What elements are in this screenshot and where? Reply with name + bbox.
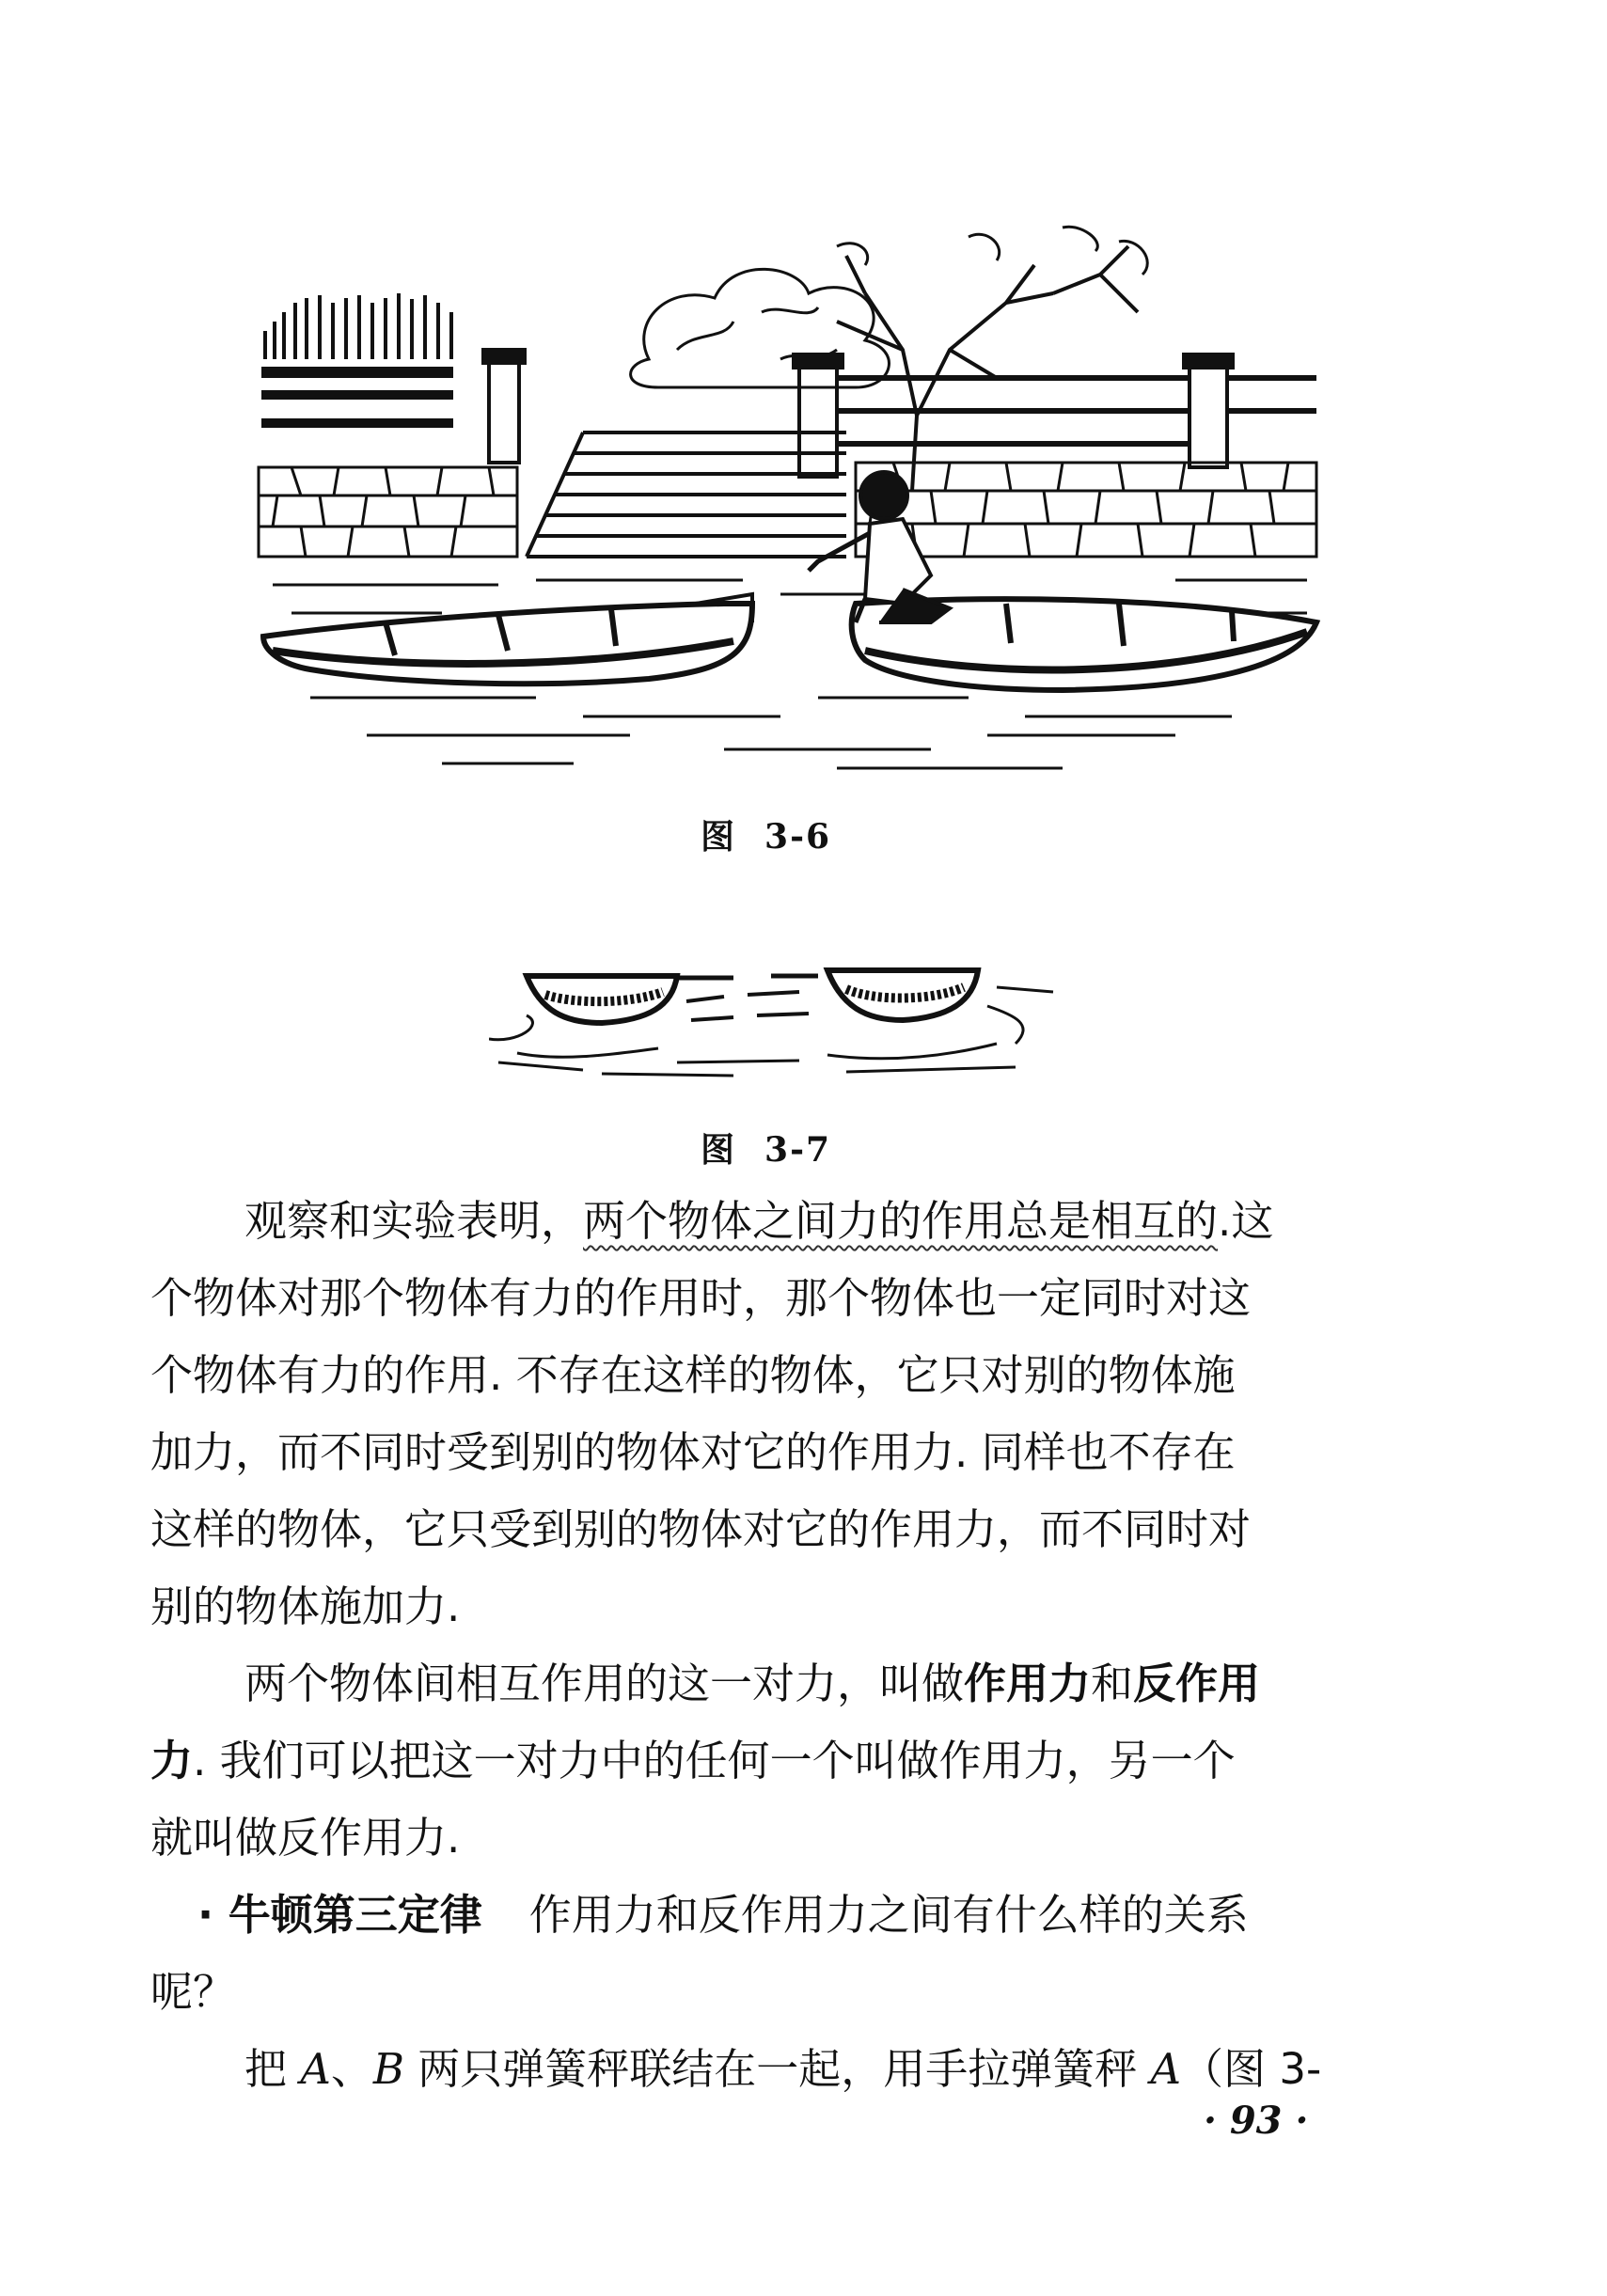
paragraph-1-line-3: 个物体有力的作用. 不存在这样的物体，它只对别的物体施 (150, 1350, 1236, 1400)
text: . 我们可以把这一对力中的任何一个叫做作用力，另一个 (193, 1736, 1236, 1785)
paragraph-1-line-6: 别的物体施加力. (150, 1581, 461, 1631)
figure-3-7-caption (701, 1124, 831, 1172)
term-reaction-force-end: 力 (150, 1736, 194, 1785)
section-heading-line (150, 1877, 1392, 1954)
section-heading: · 牛顿第三定律 (197, 1890, 482, 1940)
scale-a: A (300, 2044, 331, 2094)
caption-number: 3-7 (764, 1130, 832, 1170)
text: 两个物体间相互作用的这一对力，叫做 (244, 1659, 965, 1708)
text: （图 3- (1181, 2044, 1322, 2094)
paragraph-1-line-5: 这样的物体，它只受到别的物体对它的作用力，而不同时对 (150, 1504, 1252, 1554)
caption-label: 图 (701, 1130, 737, 1170)
stone-wall-left (259, 467, 517, 557)
stone-wall-right (856, 463, 1316, 557)
body-text (150, 1183, 1392, 2108)
text: 、 (330, 2044, 373, 2094)
left-boat (263, 594, 752, 684)
caption-number: 3-6 (764, 817, 832, 857)
text: 两只弹簧秤联结在一起，用手拉弹簧秤 (403, 2044, 1151, 2094)
paragraph-2-line-1 (150, 1645, 1392, 1722)
text: .这 (1218, 1196, 1274, 1246)
figure-3-6-caption (701, 810, 831, 858)
text: 观察和实验表明， (244, 1196, 584, 1246)
left-trees (265, 293, 451, 359)
text: 把 (244, 2044, 301, 2094)
paragraph-2-line-2 (150, 1722, 1392, 1800)
caption-label: 图 (701, 817, 737, 857)
term-reaction-force: 反作用 (1133, 1659, 1261, 1708)
figure-3-6-boats-illustration (254, 209, 1326, 773)
scale-b: B (372, 2044, 404, 2094)
paragraph-1-line-2: 个物体对那个物体有力的作用时，那个物体也一定同时对这 (150, 1273, 1252, 1323)
paragraph-1-line-4: 加力，而不同时受到别的物体对它的作用力. 同样也不存在 (150, 1427, 1236, 1477)
page-number: · 93 · (1204, 2099, 1309, 2143)
scale-a: A (1150, 2044, 1182, 2094)
big-tree (837, 227, 1147, 491)
figure-3-7-boats-apart-illustration (489, 950, 1072, 1081)
emphasized-statement: 两个物体之间力的作用总是相互的 (583, 1196, 1219, 1246)
paragraph-2-line-3: 就叫做反作用力. (150, 1813, 461, 1863)
section-question: 作用力和反作用力之间有什么样的关系 (528, 1890, 1249, 1940)
text: 和 (1091, 1659, 1134, 1708)
right-fence (794, 354, 1316, 477)
paragraph-3-line-1 (150, 2031, 1392, 2108)
paragraph-1-line-1 (150, 1183, 1392, 1260)
term-action-force: 作用力 (964, 1659, 1092, 1708)
section-question-line-2: 呢？ (150, 1967, 236, 2017)
